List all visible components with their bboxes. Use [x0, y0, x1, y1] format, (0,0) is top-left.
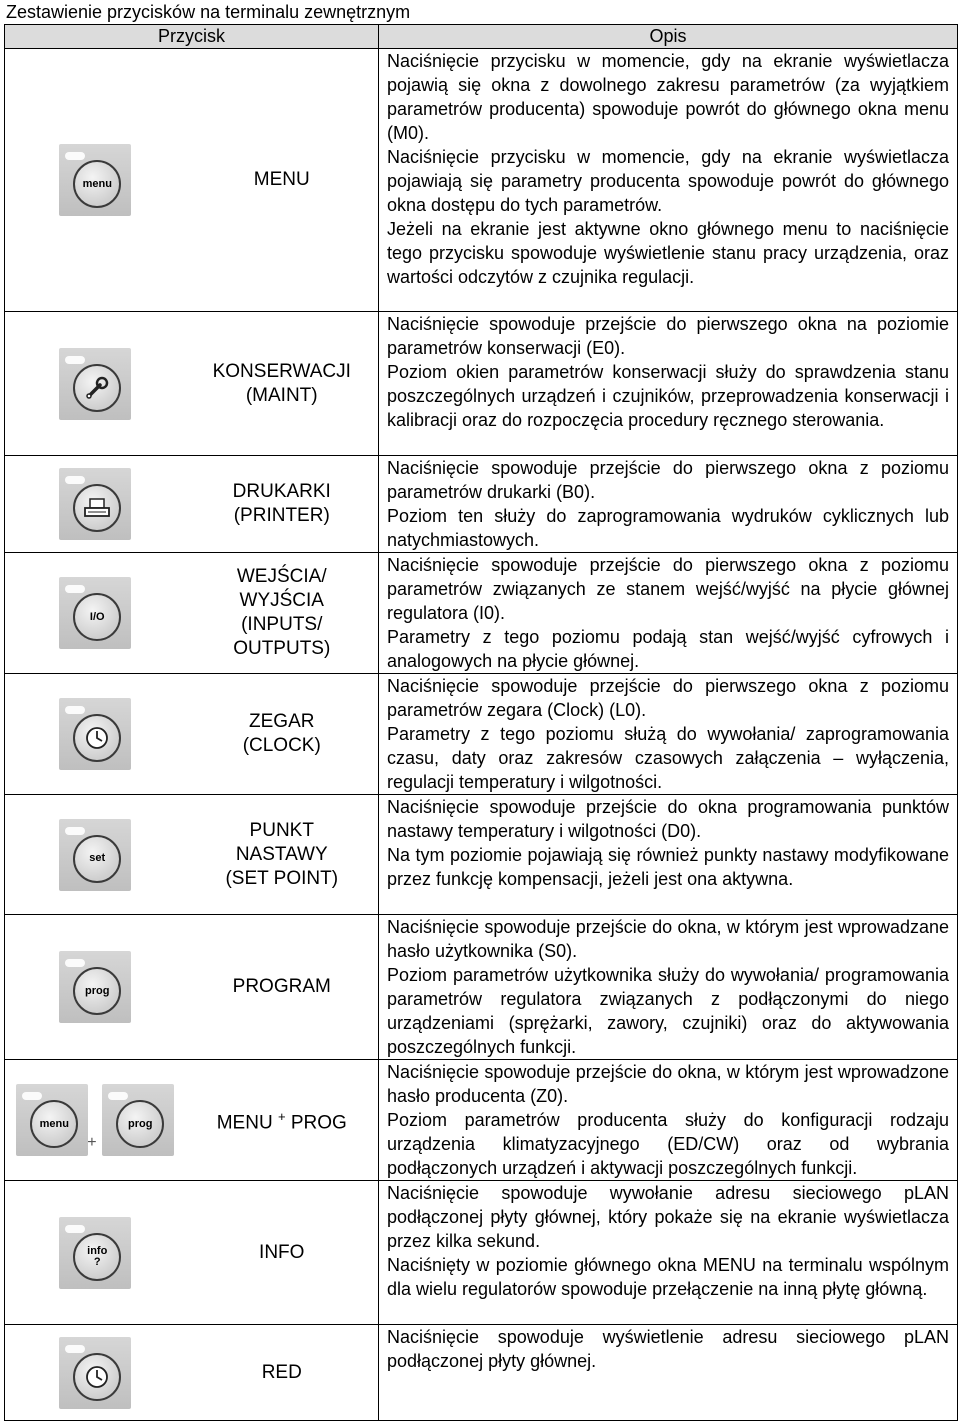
printer-icon	[59, 468, 131, 540]
button-name-line: OUTPUTS)	[233, 638, 331, 659]
description-paragraph: Naciśnięcie spowoduje przejście do pierwszego okna z poziomu parametrów zegara (Clock) (L0).	[387, 676, 949, 720]
table-row	[5, 312, 958, 456]
icon-cell	[5, 49, 186, 312]
wrench-icon	[59, 348, 131, 420]
button-name: INFO	[186, 1181, 379, 1325]
description-cell	[379, 795, 958, 915]
menu-prog-combo	[10, 1084, 180, 1156]
table-row	[5, 795, 958, 915]
button-name	[186, 674, 379, 795]
button-name	[186, 456, 379, 553]
clock-icon	[59, 1337, 131, 1409]
description-paragraph: Naciśnięcie przycisku w momencie, gdy na ekranie wyświetlacza pojawią się okna z dowolnego zakresu parametrów (za wyjątkiem parametrów producenta) spowoduje powrót do głównego okna menu (M0).	[387, 51, 949, 143]
description-paragraph: Poziom parametrów producenta służy do konfiguracji rodzaju urządzenia klimatyzacyjnego (ED/CW) oraz od wybrania podłączonych urządzeń i aktywacji poszczególnych funkcji.	[387, 1110, 949, 1178]
button-name-line: WEJŚCIA/	[236, 566, 327, 587]
description-paragraph: Naciśnięcie spowoduje przejście do okna, w którym jest wprowadzane hasło użytkownika (S0).	[387, 917, 949, 961]
header-button: Przycisk	[5, 25, 379, 49]
menu-button-label: menu	[73, 160, 121, 208]
description-cell	[379, 1325, 958, 1421]
button-name: MENU	[186, 49, 379, 312]
description-cell	[379, 1181, 958, 1325]
table-row	[5, 915, 958, 1060]
info-button-label: info ?	[73, 1233, 121, 1281]
description-cell	[379, 674, 958, 795]
description-paragraph: Naciśnięcie spowoduje przejście do pierwszego okna z poziomu parametrów drukarki (B0).	[387, 458, 949, 502]
button-name	[186, 312, 379, 456]
clock-icon	[59, 698, 131, 770]
button-name	[186, 795, 379, 915]
table-row	[5, 456, 958, 553]
table-row	[5, 1060, 958, 1181]
button-name-line: PUNKT	[249, 819, 314, 841]
button-name-line: (SET POINT)	[225, 867, 339, 889]
description-paragraph: Poziom parametrów użytkownika służy do wywołania/ programowania parametrów regulatora związanych z podłączonymi do niego urządzeniami (sprężarki, zawory, czujniki) oraz do aktywowania poszczególnych funkcji.	[387, 965, 949, 1057]
menu-button-icon	[59, 144, 131, 216]
description-cell	[379, 1060, 958, 1181]
button-name: RED	[186, 1325, 379, 1421]
button-name: PROGRAM	[186, 915, 379, 1060]
plus-sign: +	[87, 1134, 97, 1151]
description-paragraph: Na tym poziomie pojawiają się również punkty nastawy modyfikowane przez funkcję kompensacji, jeżeli jest ona aktywna.	[387, 845, 949, 889]
description-paragraph: Naciśnięcie spowoduje przejście do okna programowania punktów nastawy temperatury i wilgotności (D0).	[387, 797, 949, 841]
description-cell	[379, 49, 958, 312]
table-row	[5, 553, 958, 674]
description-paragraph: Parametry z tego poziomu służą do wywołania/ zaprogramowania czasu, daty oraz zakresów czasowych załączenia – wyłączenia, regulacji temperatury i wilgotności.	[387, 724, 949, 792]
description-paragraph: Naciśnięty w poziomie głównego okna MENU na terminalu wspólnym dla wielu regulatorów spowoduje przełączenie na inną płytę główną.	[387, 1255, 949, 1299]
icon-cell	[5, 674, 186, 795]
button-name-line: (CLOCK)	[242, 735, 321, 756]
button-name-line: WYJŚCIA	[239, 590, 324, 611]
description-paragraph: Parametry z tego poziomu podają stan wejść/wyjść cyfrowych i analogowych na płycie głównej.	[387, 627, 949, 671]
button-name-line: DRUKARKI	[232, 481, 331, 502]
description-paragraph: Naciśnięcie spowoduje przejście do pierwszego okna na poziomie parametrów konserwacji (E0).	[387, 314, 949, 358]
icon-cell	[5, 795, 186, 915]
icon-cell	[5, 1181, 186, 1325]
header-description: Opis	[379, 25, 958, 49]
table-row	[5, 1325, 958, 1421]
button-name-line: ZEGAR	[249, 711, 315, 732]
prog-button-icon	[59, 951, 131, 1023]
set-button-label: set	[73, 835, 121, 883]
description-cell	[379, 915, 958, 1060]
table-row	[5, 49, 958, 312]
button-name-line: (MAINT)	[245, 384, 318, 406]
description-cell	[379, 456, 958, 553]
description-paragraph: Naciśnięcie przycisku w momencie, gdy na ekranie wyświetlacza pojawiają się parametry producenta spowoduje powrót do głównego okna dostępu do tych parametrów.	[387, 147, 949, 215]
button-name-line: KONSERWACJI	[212, 360, 351, 382]
button-name-part: PROG	[290, 1112, 347, 1134]
icon-cell	[5, 456, 186, 553]
description-cell	[379, 312, 958, 456]
info-button-icon	[59, 1217, 131, 1289]
description-paragraph: Jeżeli na ekranie jest aktywne okno głównego menu to naciśnięcie tego przycisku spowoduje wyświetlenie stanu pracy urządzenia, oraz wartości odczytów z czujnika regulacji.	[387, 219, 949, 287]
description-paragraph: Poziom okien parametrów konserwacji służy do sprawdzenia stanu poszczególnych urządzeń i czujników, przeprowadzenia konserwacji i kalibracji oraz do rozpoczęcia procedury ręcznego sterowania.	[387, 362, 949, 430]
prog-button-icon	[102, 1084, 174, 1156]
button-name	[186, 1060, 379, 1181]
icon-cell	[5, 553, 186, 674]
description-paragraph: Naciśnięcie spowoduje przejście do okna, w którym jest wprowadzone hasło producenta (Z0).	[387, 1062, 949, 1106]
icon-cell	[5, 312, 186, 456]
description-paragraph: Naciśnięcie spowoduje przejście do pierwszego okna z poziomu parametrów związanych ze stanem wejść/wyjść na płycie głównej regulatora (I0).	[387, 555, 949, 623]
button-name-line: (PRINTER)	[233, 505, 330, 526]
set-button-icon	[59, 819, 131, 891]
button-name-part: MENU	[216, 1112, 273, 1134]
table-row	[5, 674, 958, 795]
table-row	[5, 1181, 958, 1325]
table-caption: Zestawienie przycisków na terminalu zewnętrznym	[6, 2, 411, 22]
description-paragraph: Naciśnięcie spowoduje wyświetlenie adresu sieciowego pLAN podłączonej płyty głównej.	[387, 1327, 949, 1371]
button-name-line: (INPUTS/	[241, 614, 323, 635]
button-name-line: NASTAWY	[235, 843, 328, 865]
buttons-table	[4, 24, 958, 1421]
description-paragraph: Naciśnięcie spowoduje wywołanie adresu sieciowego pLAN podłączonej płyty głównej, który pokaże się na ekranie wyświetlacza przez kilka sekund.	[387, 1183, 949, 1251]
icon-cell	[5, 1325, 186, 1421]
description-cell	[379, 553, 958, 674]
menu-button-icon	[16, 1084, 88, 1156]
icon-cell	[5, 915, 186, 1060]
prog-button-label: prog	[116, 1100, 164, 1148]
description-paragraph: Poziom ten służy do zaprogramowania wydruków cyklicznych lub natychmiastowych.	[387, 506, 949, 550]
icon-cell	[5, 1060, 186, 1181]
table-header-row	[5, 25, 958, 49]
io-button-label: I/O	[73, 593, 121, 641]
button-name	[186, 553, 379, 674]
io-button-icon	[59, 577, 131, 649]
menu-button-label: menu	[30, 1100, 78, 1148]
button-name-plus: +	[277, 1108, 286, 1124]
prog-button-label: prog	[73, 967, 121, 1015]
